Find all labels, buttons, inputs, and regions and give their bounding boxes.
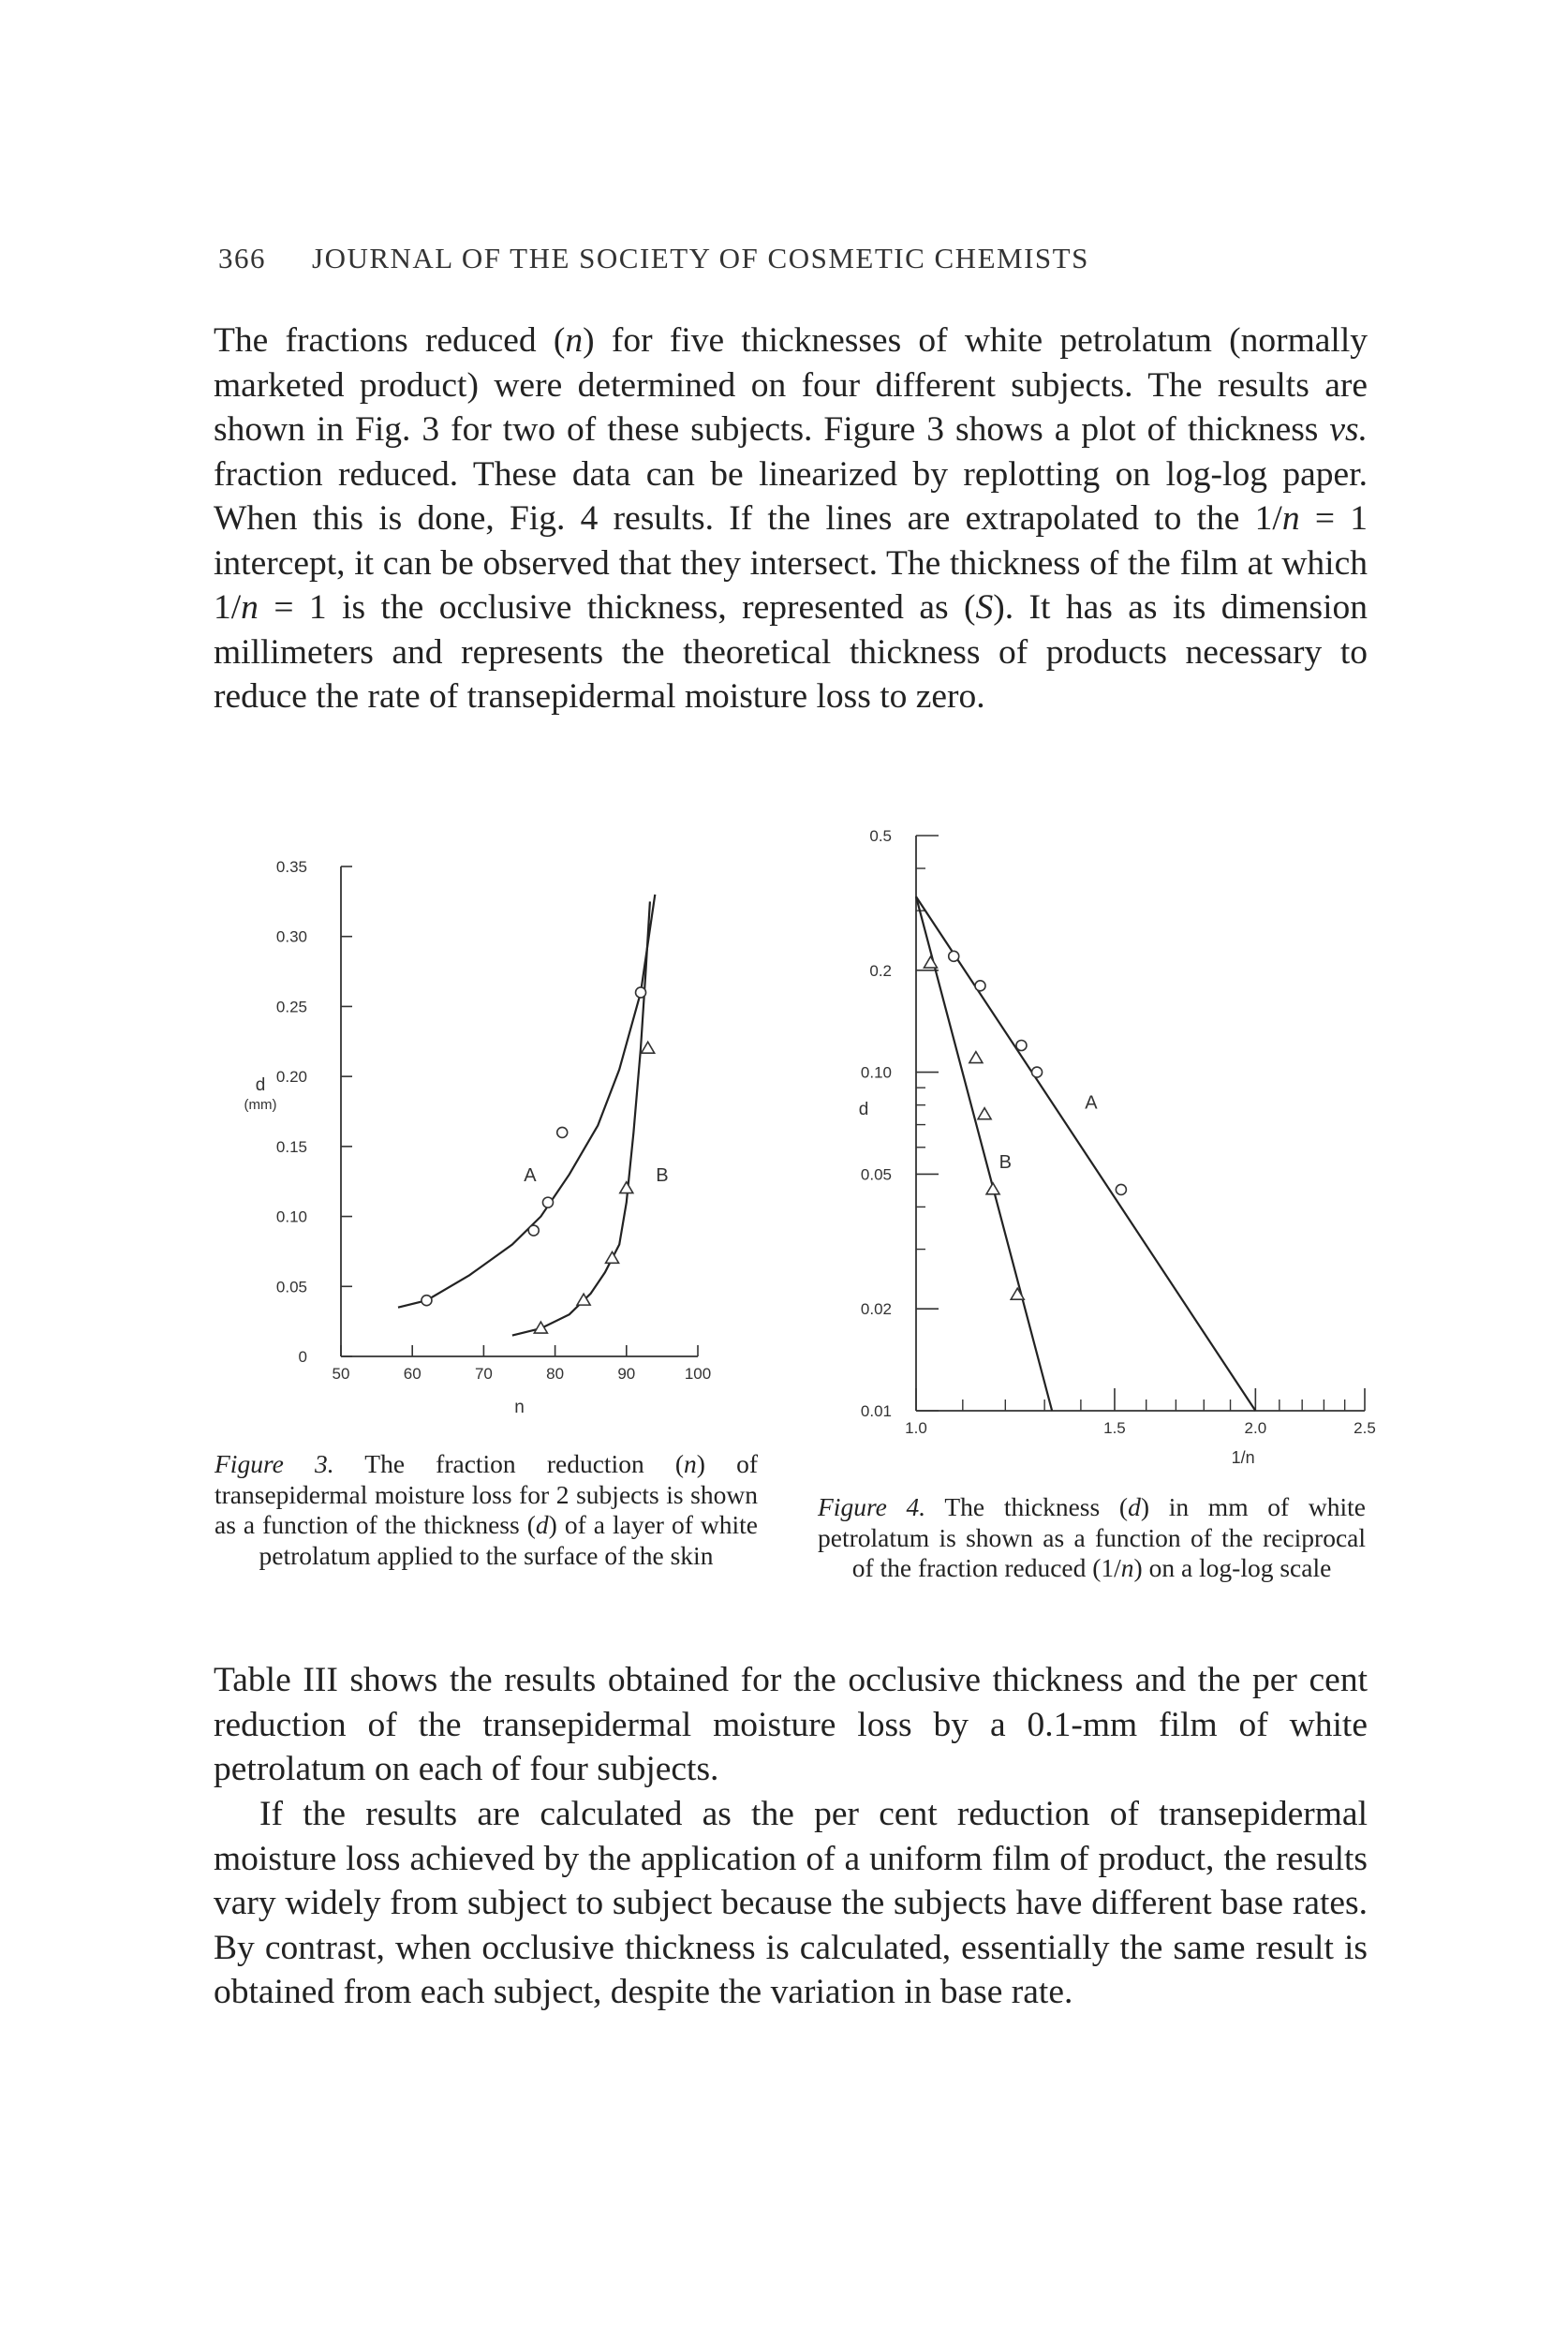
figure-3-label: Figure 3. xyxy=(214,1449,334,1478)
data-point-A xyxy=(1032,1067,1043,1077)
series-label-A: A xyxy=(524,1165,537,1187)
data-point-A xyxy=(636,987,646,998)
series-label-B: B xyxy=(656,1165,669,1187)
data-point-B xyxy=(986,1183,999,1194)
figure-4-label: Figure 4. xyxy=(818,1492,926,1521)
y-tick-label: 0.02 xyxy=(860,1300,892,1319)
data-point-A xyxy=(975,981,985,991)
y-tick-label: 0.25 xyxy=(275,998,307,1016)
y-tick-label: 0.10 xyxy=(860,1063,892,1082)
y-tick-label: 0.2 xyxy=(869,961,892,980)
series-curve-B xyxy=(512,901,650,1335)
figure-3-chart xyxy=(234,843,759,1443)
intro-paragraph: The fractions reduced (n) for five thicknesses of white petrolatum (normally marketed product) were determined on four different subjects. The results are shown in Fig. 3 for two of these subjects. Figure 3 shows a plot of thickness vs. fraction reduced. These data can be linearized by replotting on log-log paper. When this is done, Fig. 4 results. If the lines are extrapolated to the 1/n = 1 intercept, it can be observed that they intersect. The thickness of the film at which 1/n = 1 is the occlusive thickness, represented as (S). It has as its dimension millimeters and represents the theoretical thickness of products necessary to reduce the rate of transepidermal moisture loss to zero. xyxy=(214,321,1368,716)
x-tick-label: 70 xyxy=(474,1365,493,1383)
y-axis-label: d xyxy=(255,1075,266,1096)
data-point-B xyxy=(534,1322,547,1333)
y-tick-label: 0.05 xyxy=(860,1165,892,1184)
body-paragraph-1: Table III shows the results obtained for the occlusive thickness and the per cent reduction of the transepidermal moisture loss by a 0.1-mm film of white petrolatum on each of four subjects. xyxy=(214,1661,1368,1788)
figure-3-caption: Figure 3. The fraction reduction (n) of transepidermal moisture loss for 2 subjects is shown as a function of the thickness (d) of a layer of white petrolatum applied to the surface of the skin xyxy=(214,1449,758,1570)
y-tick-label: 0.20 xyxy=(275,1068,307,1087)
series-line-B xyxy=(916,896,1052,1411)
y-tick-label: 0.35 xyxy=(275,858,307,876)
page-number: 366 xyxy=(218,242,266,274)
figure-4-caption: Figure 4. The thickness (d) in mm of white petrolatum is shown as a function of the reciprocal of the fraction reduced (1/n) on a log-log scale xyxy=(818,1492,1367,1582)
data-point-A xyxy=(949,951,959,961)
y-axis-unit-label: (mm) xyxy=(244,1097,277,1114)
y-axis-label: d xyxy=(858,1099,869,1119)
x-tick-label: 100 xyxy=(684,1365,712,1383)
series-label-B: B xyxy=(998,1152,1012,1174)
running-header xyxy=(218,242,1361,275)
series-label-A: A xyxy=(1085,1092,1098,1114)
data-point-A xyxy=(1116,1184,1126,1194)
data-point-B xyxy=(620,1182,633,1193)
series-line-A xyxy=(916,896,1255,1411)
data-point-B xyxy=(642,1042,655,1053)
y-tick-label: 0.10 xyxy=(275,1207,307,1226)
x-tick-label: 1.5 xyxy=(1103,1419,1126,1437)
figure-4-chart xyxy=(824,815,1405,1467)
data-point-A xyxy=(1016,1040,1027,1050)
x-tick-label: 80 xyxy=(546,1365,565,1383)
x-tick-label: 90 xyxy=(617,1365,636,1383)
data-point-B xyxy=(924,956,937,968)
x-tick-label: 2.0 xyxy=(1244,1419,1267,1437)
data-point-A xyxy=(557,1127,568,1137)
x-tick-label: 1.0 xyxy=(905,1419,927,1437)
y-tick-label: 0.30 xyxy=(275,927,307,946)
x-axis-label: 1/n xyxy=(1231,1448,1255,1467)
y-tick-label: 0.15 xyxy=(275,1137,307,1156)
data-point-A xyxy=(422,1296,432,1306)
journal-title: JOURNAL OF THE SOCIETY OF COSMETIC CHEMISTS xyxy=(312,242,1089,274)
y-tick-label: 0.05 xyxy=(275,1278,307,1296)
y-tick-label: 0.5 xyxy=(869,827,892,845)
series-curve-A xyxy=(398,895,655,1308)
x-tick-label: 2.5 xyxy=(1354,1419,1376,1437)
x-tick-label: 50 xyxy=(332,1365,350,1383)
body-paragraph-2: If the results are calculated as the per cent reduction of transepidermal moisture loss achieved by the application of a uniform film of product, the results vary widely from subject to subject because the subjects have different base rates. By contrast, when occlusive thickness is calculated, essentially the same result is obtained from each subject, despite the variation in base rate. xyxy=(214,1795,1368,2011)
data-point-A xyxy=(542,1197,553,1207)
x-tick-label: 60 xyxy=(403,1365,422,1383)
x-axis-label: n xyxy=(514,1398,525,1417)
y-tick-label: 0.01 xyxy=(860,1402,892,1420)
data-point-A xyxy=(528,1225,539,1236)
y-tick-label: 0 xyxy=(298,1348,307,1366)
data-point-B xyxy=(969,1052,983,1063)
data-point-B xyxy=(978,1108,991,1119)
data-point-B xyxy=(606,1251,619,1263)
